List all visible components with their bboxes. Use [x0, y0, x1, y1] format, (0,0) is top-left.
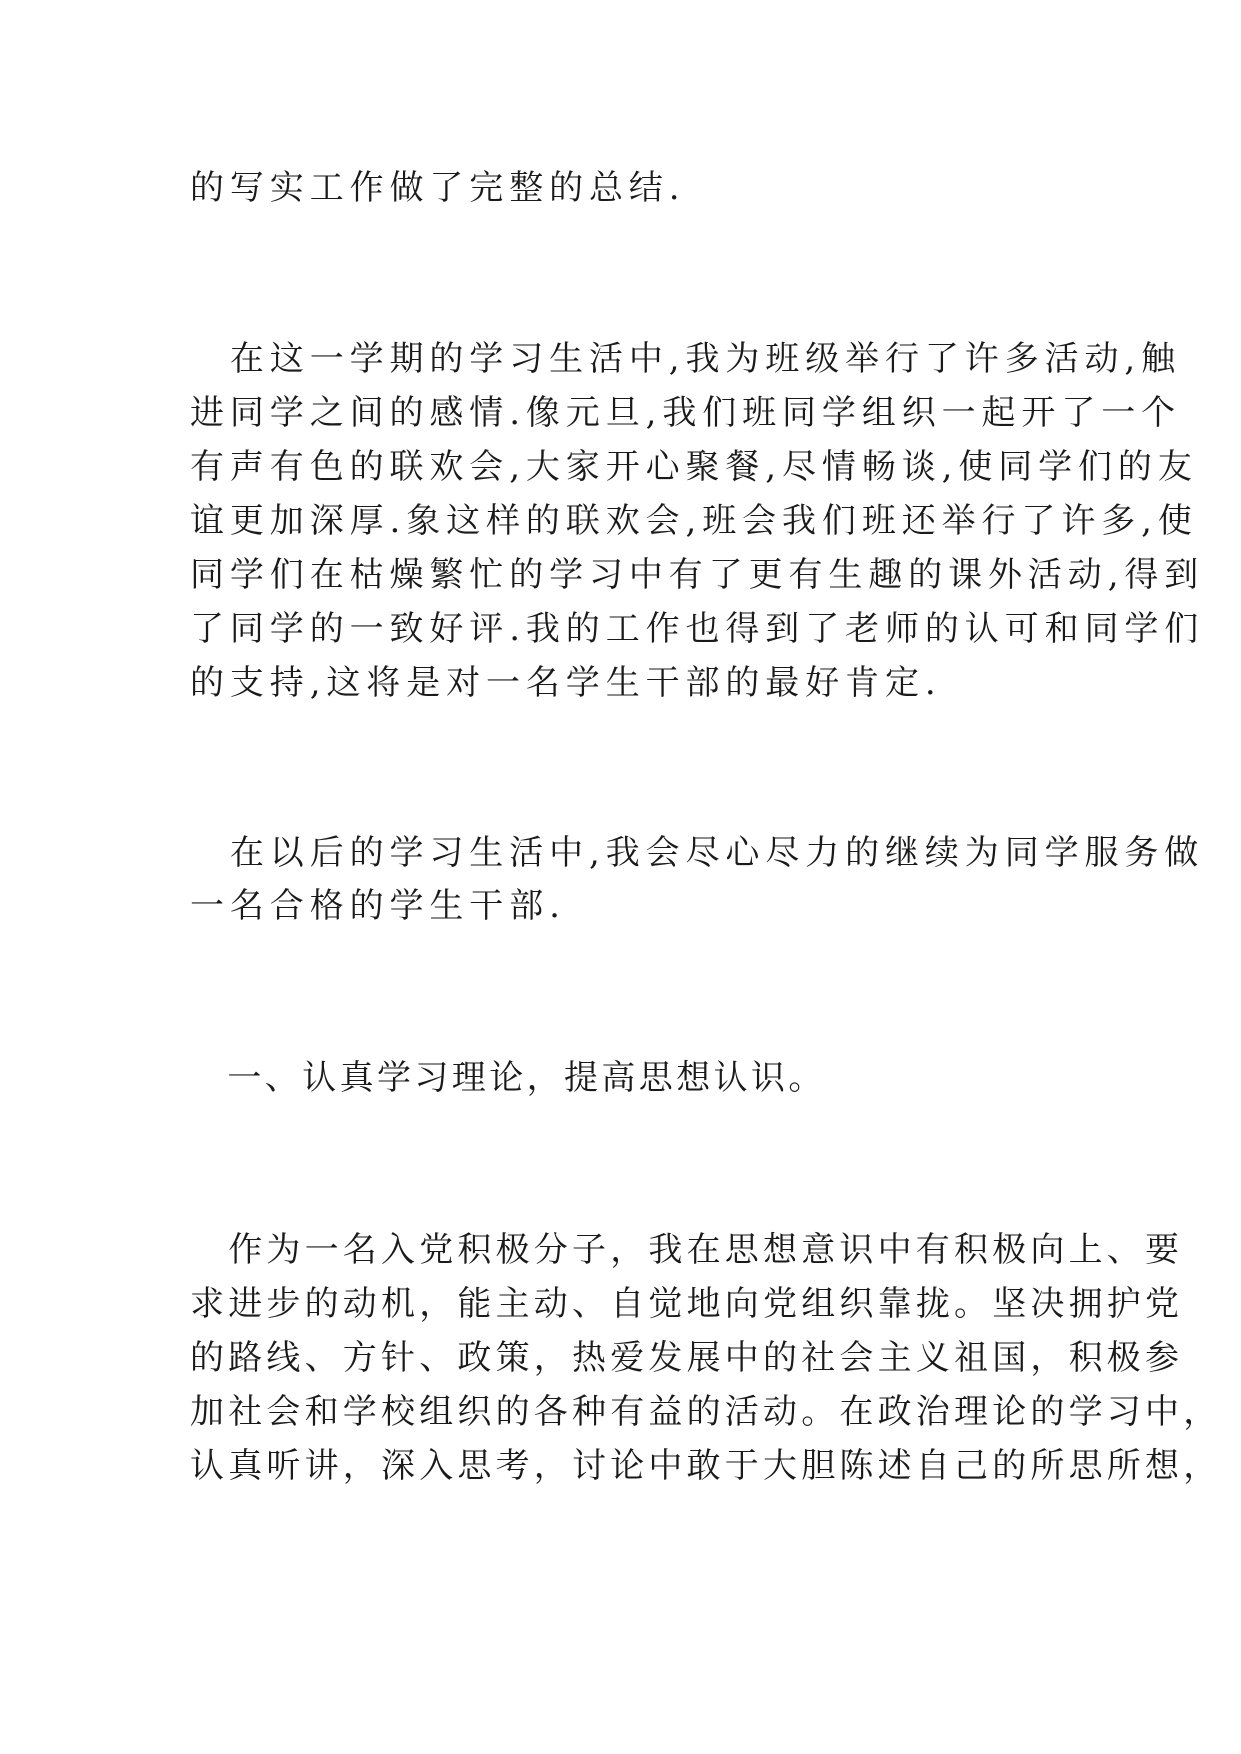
text-line: 加社会和学校组织的各种有益的活动。在政治理论的学习中， [190, 1392, 1222, 1432]
text-line: 的写实工作做了完整的总结. [190, 168, 686, 208]
text-line: 进同学之间的感情.像元旦,我们班同学组织一起开了一个 [190, 393, 1182, 433]
text-line: 谊更加深厚.象这样的联欢会,班会我们班还举行了许多,使 [190, 501, 1198, 541]
heading-text: 一、认真学习理论，提高思想认识。 [190, 1058, 826, 1098]
text-line: 的支持,这将是对一名学生干部的最好肯定. [190, 663, 942, 703]
text-line: 一名合格的学生干部. [190, 886, 566, 926]
text-line: 在这一学期的学习生活中,我为班级举行了许多活动,触 [190, 339, 1182, 379]
text-line: 在以后的学习生活中,我会尽心尽力的继续为同学服务做 [190, 833, 1205, 873]
text-line: 了同学的一致好评.我的工作也得到了老师的认可和同学们 [190, 609, 1205, 649]
text-line: 求进步的动机，能主动、自觉地向党组织靠拢。坚决拥护党 [190, 1284, 1184, 1324]
text-line: 作为一名入党积极分子，我在思想意识中有积极向上、要 [190, 1230, 1184, 1270]
text-line: 同学们在枯燥繁忙的学习中有了更有生趣的课外活动,得到 [190, 555, 1205, 595]
text-line: 有声有色的联欢会,大家开心聚餐,尽情畅谈,使同学们的友 [190, 447, 1198, 487]
text-line: 认真听讲，深入思考，讨论中敢于大胆陈述自己的所思所想， [190, 1446, 1222, 1486]
text-line: 的路线、方针、政策，热爱发展中的社会主义祖国，积极参 [190, 1338, 1184, 1378]
